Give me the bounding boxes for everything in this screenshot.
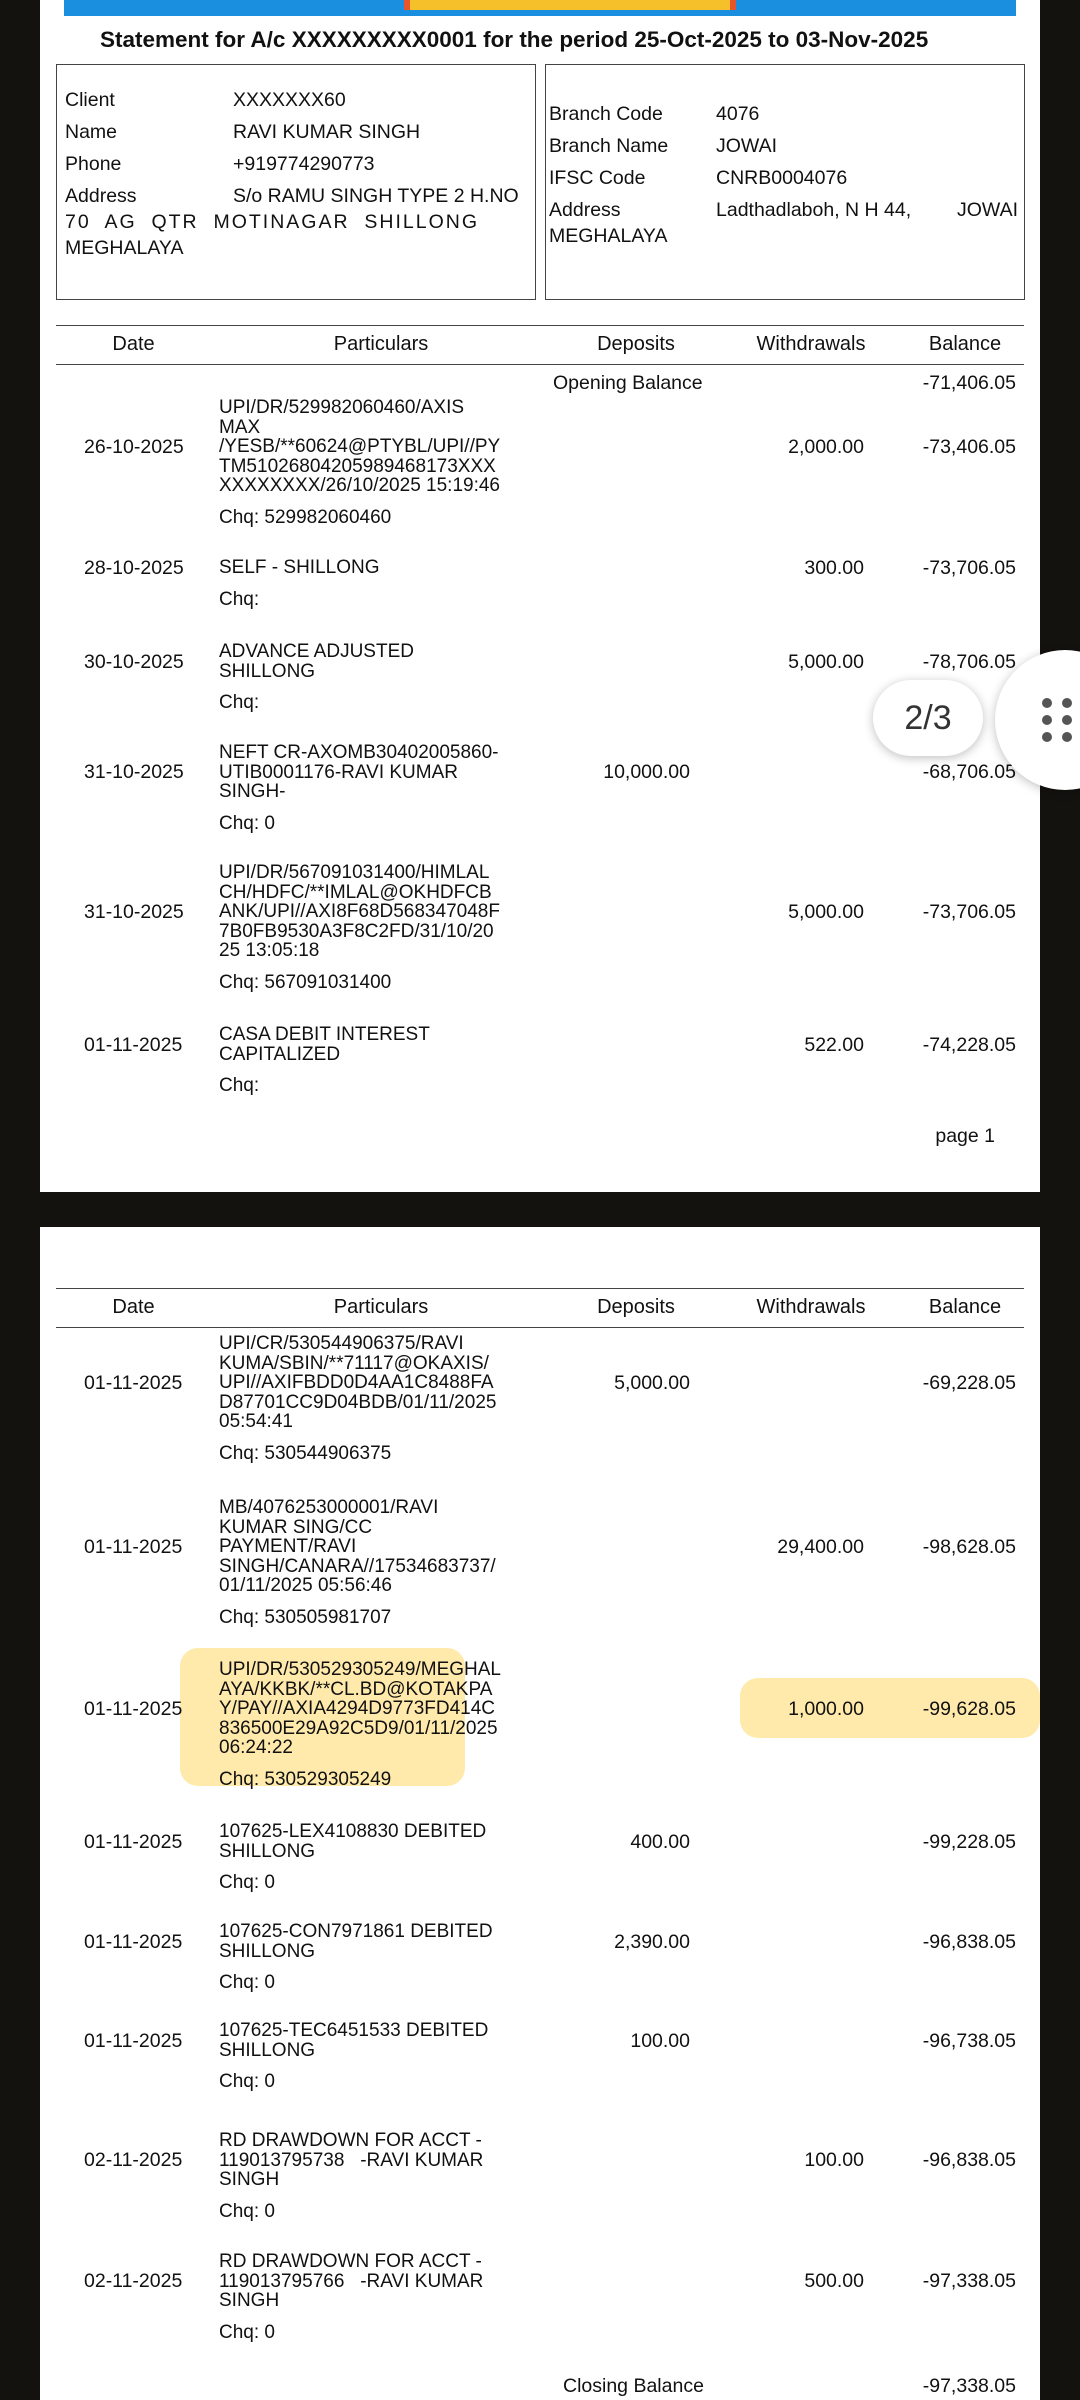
row-balance: -99,628.05 xyxy=(922,1697,1016,1720)
client-address-line2: 70 AG QTR MOTINAGAR SHILLONG xyxy=(65,211,479,233)
row-date: 01-11-2025 xyxy=(84,1371,183,1394)
col-particulars: Particulars xyxy=(333,1296,429,1318)
row-date: 31-10-2025 xyxy=(84,900,184,923)
ifsc-code: CNRB0004076 xyxy=(716,167,848,189)
branch-address-label: Address xyxy=(549,199,621,221)
row-particulars: CASA DEBIT INTEREST CAPITALIZED xyxy=(219,1024,430,1065)
row-balance: -68,706.05 xyxy=(922,761,1016,784)
client-address-line1: S/o RAMU SINGH TYPE 2 H.NO xyxy=(233,185,519,207)
row-cheque: Chq: 0 xyxy=(219,1972,275,1993)
row-particulars: UPI/CR/530544906375/RAVI KUMA/SBIN/**71117@OKAXIS/ UPI//AXIFBDD0D4AA1C8488FA D87701CC9D04BDB/01/11/2025 05:54:41 xyxy=(219,1333,497,1432)
col-balance: Balance xyxy=(928,1296,1002,1318)
row-balance: -96,838.05 xyxy=(922,2149,1016,2172)
row-date: 26-10-2025 xyxy=(84,435,184,458)
branch-code: 4076 xyxy=(716,103,760,125)
row-cheque: Chq: 530544906375 xyxy=(219,1442,392,1464)
row-date: 02-11-2025 xyxy=(84,2270,183,2293)
table-header xyxy=(56,325,1024,365)
client-label: Client xyxy=(65,89,115,111)
col-withdrawals: Withdrawals xyxy=(756,1296,866,1318)
row-cheque: Chq: 0 xyxy=(219,1872,275,1893)
col-deposits: Deposits xyxy=(597,333,675,355)
row-balance: -73,706.05 xyxy=(922,900,1016,923)
row-cheque: Chq: 530505981707 xyxy=(219,1606,392,1628)
row-cheque: Chq: xyxy=(219,1075,260,1096)
row-withdrawal: 300.00 xyxy=(804,556,864,579)
row-balance: -69,228.05 xyxy=(922,1371,1016,1394)
row-date: 01-11-2025 xyxy=(84,1535,183,1558)
page-number: page 1 xyxy=(935,1125,995,1147)
opening-balance: -71,406.05 xyxy=(922,372,1016,394)
row-withdrawal: 1,000.00 xyxy=(788,1697,864,1720)
statement-title: Statement for A/c XXXXXXXXX0001 for the period 25-Oct-2025 to 03-Nov-2025 xyxy=(100,27,929,52)
grid-menu-icon xyxy=(1042,698,1080,742)
statement-page-1 xyxy=(40,0,1040,1192)
col-deposits: Deposits xyxy=(597,1296,675,1318)
client-address-line3: MEGHALAYA xyxy=(65,237,184,259)
branch-name: JOWAI xyxy=(716,135,778,157)
row-particulars: UPI/DR/567091031400/HIMLAL CH/HDFC/**IMLAL@OKHDFCB ANK/UPI//AXI8F68D568347048F 7B0FB9530A3F8C2FD/31/10/20 25 13:05:18 xyxy=(219,862,500,961)
row-date: 01-11-2025 xyxy=(84,1830,183,1853)
row-date: 31-10-2025 xyxy=(84,761,184,784)
row-cheque: Chq: 0 xyxy=(219,812,275,834)
table-header xyxy=(56,1288,1024,1328)
row-particulars: 107625-CON7971861 DEBITED SHILLONG xyxy=(219,1921,493,1962)
row-particulars: MB/4076253000001/RAVI KUMAR SING/CC PAYMENT/RAVI SINGH/CANARA//17534683737/ 01/11/2025 05:56:46 xyxy=(219,1497,496,1596)
row-balance: -73,406.05 xyxy=(922,435,1016,458)
client-details-box xyxy=(56,64,536,300)
col-balance: Balance xyxy=(928,333,1002,355)
branch-name-label: Branch Name xyxy=(549,135,669,157)
bank-logo-strip xyxy=(404,0,736,10)
row-cheque: Chq: 567091031400 xyxy=(219,971,392,993)
page-indicator[interactable]: 2/3 xyxy=(873,680,983,756)
row-date: 01-11-2025 xyxy=(84,2029,183,2052)
row-particulars: 107625-LEX4108830 DEBITED SHILLONG xyxy=(219,1821,487,1862)
row-cheque: Chq: 529982060460 xyxy=(219,506,392,528)
row-particulars: RD DRAWDOWN FOR ACCT - 119013795738 -RAVI KUMAR SINGH xyxy=(219,2130,484,2190)
address-label: Address xyxy=(65,185,137,207)
col-date: Date xyxy=(112,333,155,355)
name-label: Name xyxy=(65,121,118,143)
row-balance: -99,228.05 xyxy=(922,1830,1016,1853)
closing-balance-label: Closing Balance xyxy=(563,2375,704,2397)
row-withdrawal: 2,000.00 xyxy=(788,435,864,458)
closing-balance: -97,338.05 xyxy=(922,2375,1016,2397)
row-withdrawal: 29,400.00 xyxy=(777,1535,864,1558)
row-particulars: UPI/DR/530529305249/MEGHAL AYA/KKBK/**CL.BD@KOTAKPA Y/PAY//AXIA4294D9773FD414C 836500E29A92C5D9/01/11/2025 06:24:22 xyxy=(219,1659,501,1758)
phone-label: Phone xyxy=(65,153,122,175)
client-phone: +919774290773 xyxy=(233,153,375,175)
row-date: 01-11-2025 xyxy=(84,1033,183,1056)
row-withdrawal: 100.00 xyxy=(804,2149,864,2172)
ifsc-label: IFSC Code xyxy=(549,167,646,189)
row-deposit: 400.00 xyxy=(630,1830,690,1853)
row-balance: -97,338.05 xyxy=(922,2270,1016,2293)
branch-code-label: Branch Code xyxy=(549,103,663,125)
row-particulars: ADVANCE ADJUSTED SHILLONG xyxy=(219,641,414,682)
row-balance: -98,628.05 xyxy=(922,1535,1016,1558)
client-name: RAVI KUMAR SINGH xyxy=(233,121,421,143)
row-withdrawal: 5,000.00 xyxy=(788,900,864,923)
row-deposit: 5,000.00 xyxy=(614,1371,690,1394)
row-date: 28-10-2025 xyxy=(84,556,184,579)
row-particulars: SELF - SHILLONG xyxy=(219,557,380,578)
row-withdrawal: 522.00 xyxy=(804,1033,864,1056)
row-withdrawal: 500.00 xyxy=(804,2270,864,2293)
row-particulars: NEFT CR-AXOMB30402005860- UTIB0001176-RAVI KUMAR SINGH- xyxy=(219,742,499,802)
row-balance: -96,838.05 xyxy=(922,1930,1016,1953)
col-date: Date xyxy=(112,1296,155,1318)
row-balance: -74,228.05 xyxy=(922,1033,1016,1056)
opening-balance-label: Opening Balance xyxy=(553,372,703,394)
row-cheque: Chq: 0 xyxy=(219,2071,275,2092)
row-balance: -78,706.05 xyxy=(922,650,1016,673)
row-date: 01-11-2025 xyxy=(84,1930,183,1953)
row-particulars: RD DRAWDOWN FOR ACCT - 119013795766 -RAVI KUMAR SINGH xyxy=(219,2251,484,2311)
col-particulars: Particulars xyxy=(333,333,429,355)
col-withdrawals: Withdrawals xyxy=(756,333,866,355)
branch-address-line2: MEGHALAYA xyxy=(549,225,668,247)
row-deposit: 2,390.00 xyxy=(614,1930,690,1953)
row-balance: -96,738.05 xyxy=(922,2029,1016,2052)
row-cheque: Chq: 0 xyxy=(219,2321,275,2343)
row-balance: -73,706.05 xyxy=(922,556,1016,579)
row-cheque: Chq: xyxy=(219,692,260,713)
row-deposit: 10,000.00 xyxy=(603,761,690,784)
branch-address-city: JOWAI xyxy=(957,199,1019,221)
row-deposit: 100.00 xyxy=(630,2029,690,2052)
bank-header-banner xyxy=(64,0,1016,16)
row-withdrawal: 5,000.00 xyxy=(788,650,864,673)
row-cheque: Chq: xyxy=(219,588,260,610)
row-cheque: Chq: 0 xyxy=(219,2200,275,2222)
branch-address: Ladthadlaboh, N H 44, xyxy=(716,199,912,221)
statement-page-2 xyxy=(40,1227,1040,2400)
row-particulars: 107625-TEC6451533 DEBITED SHILLONG xyxy=(219,2020,489,2061)
row-date: 30-10-2025 xyxy=(84,650,184,673)
row-date: 02-11-2025 xyxy=(84,2149,183,2172)
row-date: 01-11-2025 xyxy=(84,1697,183,1720)
branch-details-box xyxy=(545,64,1025,300)
client-id: XXXXXXX60 xyxy=(233,89,346,111)
row-cheque: Chq: 530529305249 xyxy=(219,1768,392,1790)
row-particulars: UPI/DR/529982060460/AXIS MAX /YESB/**60624@PTYBL/UPI//PY TM5102680420598946817​3XXX XXXXXXXX/26/10/2025 15:19:46 xyxy=(219,397,501,496)
